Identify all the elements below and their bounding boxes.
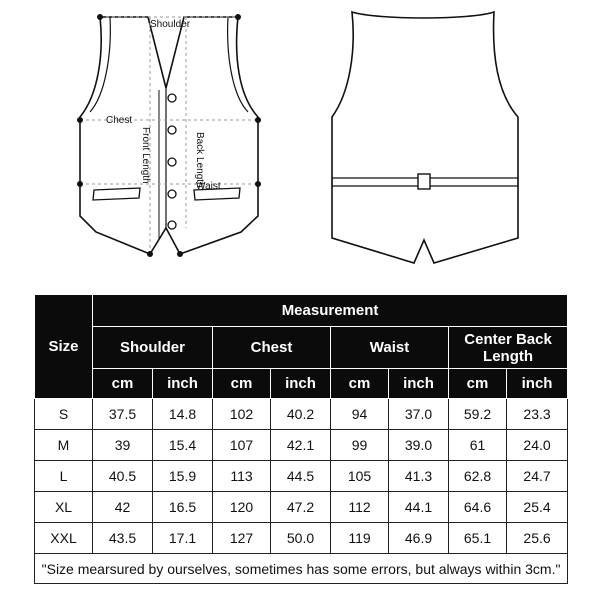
unit-header: cm xyxy=(449,369,507,399)
value-cell: 43.5 xyxy=(93,523,153,554)
label-waist: Waist xyxy=(196,181,221,192)
value-cell: 94 xyxy=(331,399,389,430)
size-chart-table xyxy=(34,294,568,584)
value-cell: 47.2 xyxy=(271,492,331,523)
value-cell: 42.1 xyxy=(271,430,331,461)
value-cell: 44.1 xyxy=(389,492,449,523)
unit-header: cm xyxy=(93,369,153,399)
value-cell: 17.1 xyxy=(153,523,213,554)
size-cell: XL xyxy=(35,492,93,523)
value-cell: 15.4 xyxy=(153,430,213,461)
group-header: Chest xyxy=(213,327,331,369)
value-cell: 119 xyxy=(331,523,389,554)
table-row xyxy=(35,461,568,492)
value-cell: 50.0 xyxy=(271,523,331,554)
value-cell: 112 xyxy=(331,492,389,523)
value-cell: 62.8 xyxy=(449,461,507,492)
value-cell: 107 xyxy=(213,430,271,461)
value-cell: 61 xyxy=(449,430,507,461)
unit-header: inch xyxy=(389,369,449,399)
value-cell: 25.4 xyxy=(507,492,568,523)
value-cell: 37.5 xyxy=(93,399,153,430)
table-row xyxy=(35,523,568,554)
value-cell: 41.3 xyxy=(389,461,449,492)
group-header: Shoulder xyxy=(93,327,213,369)
vest-diagram xyxy=(0,0,600,285)
value-cell: 15.9 xyxy=(153,461,213,492)
front-buttons xyxy=(168,94,176,229)
group-header: Center Back Length xyxy=(449,327,568,369)
label-chest: Chest xyxy=(106,115,133,126)
table-row xyxy=(35,399,568,430)
value-cell: 64.6 xyxy=(449,492,507,523)
value-cell: 105 xyxy=(331,461,389,492)
table-row xyxy=(35,492,568,523)
size-column-header: Size xyxy=(35,295,93,399)
value-cell: 39 xyxy=(93,430,153,461)
front-vest xyxy=(80,17,258,254)
value-cell: 24.7 xyxy=(507,461,568,492)
value-cell: 24.0 xyxy=(507,430,568,461)
value-cell: 113 xyxy=(213,461,271,492)
value-cell: 65.1 xyxy=(449,523,507,554)
value-cell: 14.8 xyxy=(153,399,213,430)
measurement-dots xyxy=(77,14,261,257)
unit-header: inch xyxy=(153,369,213,399)
unit-header: cm xyxy=(213,369,271,399)
unit-header: inch xyxy=(271,369,331,399)
measurement-lines xyxy=(80,17,258,254)
value-cell: 42 xyxy=(93,492,153,523)
value-cell: 23.3 xyxy=(507,399,568,430)
size-cell: M xyxy=(35,430,93,461)
size-cell: L xyxy=(35,461,93,492)
value-cell: 120 xyxy=(213,492,271,523)
unit-header: inch xyxy=(507,369,568,399)
table-row xyxy=(35,430,568,461)
value-cell: 37.0 xyxy=(389,399,449,430)
measurement-header: Measurement xyxy=(93,295,568,327)
value-cell: 25.6 xyxy=(507,523,568,554)
value-cell: 99 xyxy=(331,430,389,461)
value-cell: 44.5 xyxy=(271,461,331,492)
value-cell: 16.5 xyxy=(153,492,213,523)
value-cell: 59.2 xyxy=(449,399,507,430)
value-cell: 127 xyxy=(213,523,271,554)
label-shoulder: Shoulder xyxy=(150,19,191,30)
value-cell: 40.5 xyxy=(93,461,153,492)
size-cell: XXL xyxy=(35,523,93,554)
size-disclaimer-note: "Size mearsured by ourselves, sometimes has some errors, but always within 3cm." xyxy=(35,554,568,584)
group-header: Waist xyxy=(331,327,449,369)
value-cell: 40.2 xyxy=(271,399,331,430)
unit-header: cm xyxy=(331,369,389,399)
value-cell: 46.9 xyxy=(389,523,449,554)
label-front-length: Front Length xyxy=(140,127,151,184)
label-back-length: Back Length xyxy=(194,132,205,188)
value-cell: 102 xyxy=(213,399,271,430)
value-cell: 39.0 xyxy=(389,430,449,461)
size-cell: S xyxy=(35,399,93,430)
back-vest xyxy=(332,12,518,263)
